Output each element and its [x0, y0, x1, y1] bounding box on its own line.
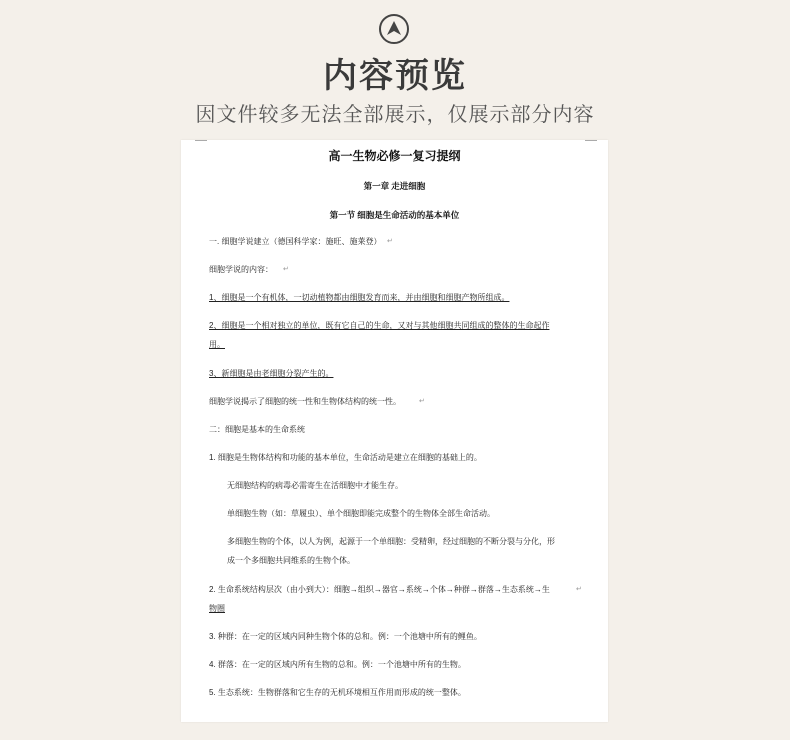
- doc-line: 多细胞生物的个体，以人为例，起源于一个单细胞：受精卵，经过细胞的不断分裂与分化，形: [227, 537, 555, 546]
- doc-line: 二：细胞是基本的生命系统: [209, 425, 305, 434]
- doc-line: 单细胞生物（如：草履虫）、单个细胞即能完成整个的生物体全部生命活动。: [227, 509, 495, 518]
- doc-title: 高一生物必修一复习提纲: [328, 149, 461, 163]
- doc-line: 3. 种群：在一定的区域内同种生物个体的总和。例：一个池塘中所有的鲤鱼。: [209, 632, 482, 641]
- doc-line: 细胞学说的内容：: [209, 265, 273, 274]
- doc-chapter: 第一章 走进细胞: [363, 181, 426, 191]
- doc-line: 1. 细胞是生物体结构和功能的基本单位，生命活动是建立在细胞的基础上的。: [209, 453, 482, 462]
- doc-line: 物圈: [209, 604, 225, 613]
- doc-line: 3、新细胞是由老细胞分裂产生的。: [209, 369, 334, 378]
- crop-mark: [195, 140, 207, 141]
- doc-line: 成一个多细胞共同维系的生物个体。: [227, 556, 355, 565]
- doc-line: 1、细胞是一个有机体，一切动植物都由细胞发育而来，并由细胞和细胞产物所组成。: [209, 293, 510, 302]
- paragraph-mark: ↵: [576, 586, 582, 593]
- doc-line: 5. 生态系统：生物群落和它生存的无机环境相互作用而形成的统一整体。: [209, 688, 466, 697]
- doc-line: 用。: [209, 340, 225, 349]
- doc-line: 细胞学说揭示了细胞的统一性和生物体结构的统一性。: [209, 397, 401, 406]
- up-arrow-logo-icon: [379, 14, 409, 44]
- doc-section: 第一节 细胞是生命活动的基本单位: [329, 210, 460, 220]
- doc-line: 4. 群落：在一定的区域内所有生物的总和。例：一个池塘中所有的生物。: [209, 660, 466, 669]
- page-subtitle: 因文件较多无法全部展示，仅展示部分内容: [195, 102, 595, 126]
- paragraph-mark: ↵: [419, 398, 425, 405]
- crop-mark: [585, 140, 597, 141]
- doc-line: 2. 生命系统结构层次（由小到大）：细胞→组织→器官→系统→个体→种群→群落→生态系统→生: [209, 585, 550, 594]
- doc-line: 一. 细胞学说建立（德国科学家：施旺、施莱登）: [209, 237, 382, 246]
- document-page: [181, 140, 608, 722]
- paragraph-mark: ↵: [283, 266, 289, 273]
- preview-header: [0, 0, 790, 140]
- doc-line: 无细胞结构的病毒必需寄生在活细胞中才能生存。: [227, 481, 403, 490]
- paragraph-mark: ↵: [387, 238, 393, 245]
- page-title: 内容预览: [323, 56, 467, 96]
- doc-line: 2、细胞是一个相对独立的单位，既有它自己的生命，又对与其他细胞共同组成的整体的生命起作: [209, 321, 550, 330]
